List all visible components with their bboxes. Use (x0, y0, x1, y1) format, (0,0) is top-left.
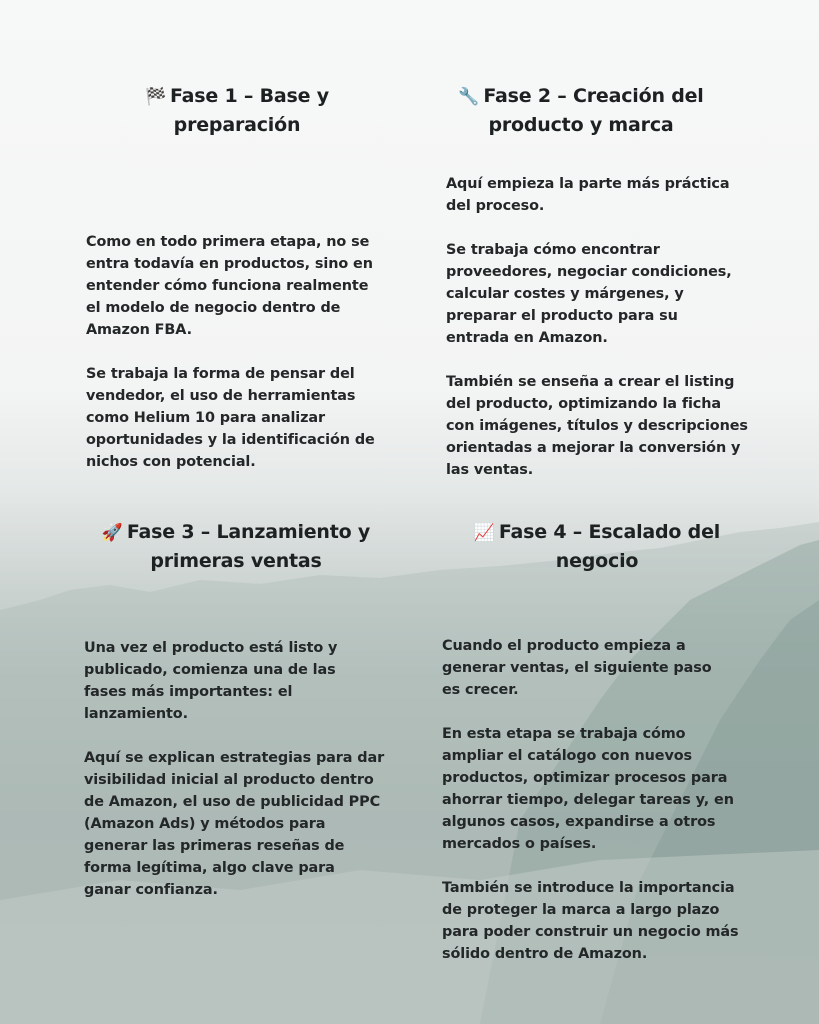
wrench-icon: 🔧 (458, 87, 480, 107)
chart-increasing-icon: 📈 (473, 523, 495, 543)
phase-3-title: 🚀 Fase 3 – Lanzamiento y primeras ventas (101, 521, 371, 572)
phase-4 (436, 518, 758, 965)
phase-2-paragraph-3: También se enseña a crear el listing del producto, optimizando la ficha con imágenes, títulos y descripciones orientadas a mejorar la conversión y las ventas. (446, 374, 748, 478)
phase-3-paragraph-2: Aquí se explican estrategias para dar visibilidad inicial al producto dentro de Amazon, el uso de publicidad PPC (Amazon Ads) y métodos para generar las primeras reseñas de forma legítima, algo clave para ganar confianza. (84, 750, 385, 898)
phase-3-paragraph-1: Una vez el producto está listo y publicado, comienza una de las fases más importantes: el lanzamiento. (84, 640, 338, 722)
phase-2 (412, 82, 750, 481)
phase-1-title: 🏁 Fase 1 – Base y preparación (145, 85, 329, 136)
phase-2-paragraph-2: Se trabaja cómo encontrar proveedores, negociar condiciones, calcular costes y márgenes, y preparar el producto para su entrada en Amazon. (446, 242, 732, 346)
phase-4-paragraph-1: Cuando el producto empieza a generar ventas, el siguiente paso es crecer. (442, 638, 712, 698)
phase-2-paragraph-1: Aquí empieza la parte más práctica del proceso. (446, 176, 730, 214)
rocket-icon: 🚀 (101, 523, 123, 543)
phase-3 (84, 518, 385, 901)
phase-4-title: 📈 Fase 4 – Escalado del negocio (473, 521, 721, 572)
phase-4-paragraph-3: También se introduce la importancia de proteger la marca a largo plazo para poder construir un negocio más sólido dentro de Amazon. (442, 880, 739, 962)
phase-2-title: 🔧 Fase 2 – Creación del producto y marca (458, 85, 704, 136)
phase-1 (86, 82, 388, 473)
phase-4-paragraph-2: En esta etapa se trabaja cómo ampliar el catálogo con nuevos productos, optimizar procesos para ahorrar tiempo, delegar tareas y, en algunos casos, expandirse a otros mercados o países. (442, 726, 734, 852)
phase-1-paragraph-1: Como en todo primera etapa, no se entra todavía en productos, sino en entender cómo funciona realmente el modelo de negocio dentro de Amazon FBA. (86, 234, 373, 338)
phase-1-paragraph-2: Se trabaja la forma de pensar del vendedor, el uso de herramientas como Helium 10 para analizar oportunidades y la identificación de nichos con potencial. (86, 366, 375, 470)
checkered-flag-icon: 🏁 (145, 87, 166, 107)
